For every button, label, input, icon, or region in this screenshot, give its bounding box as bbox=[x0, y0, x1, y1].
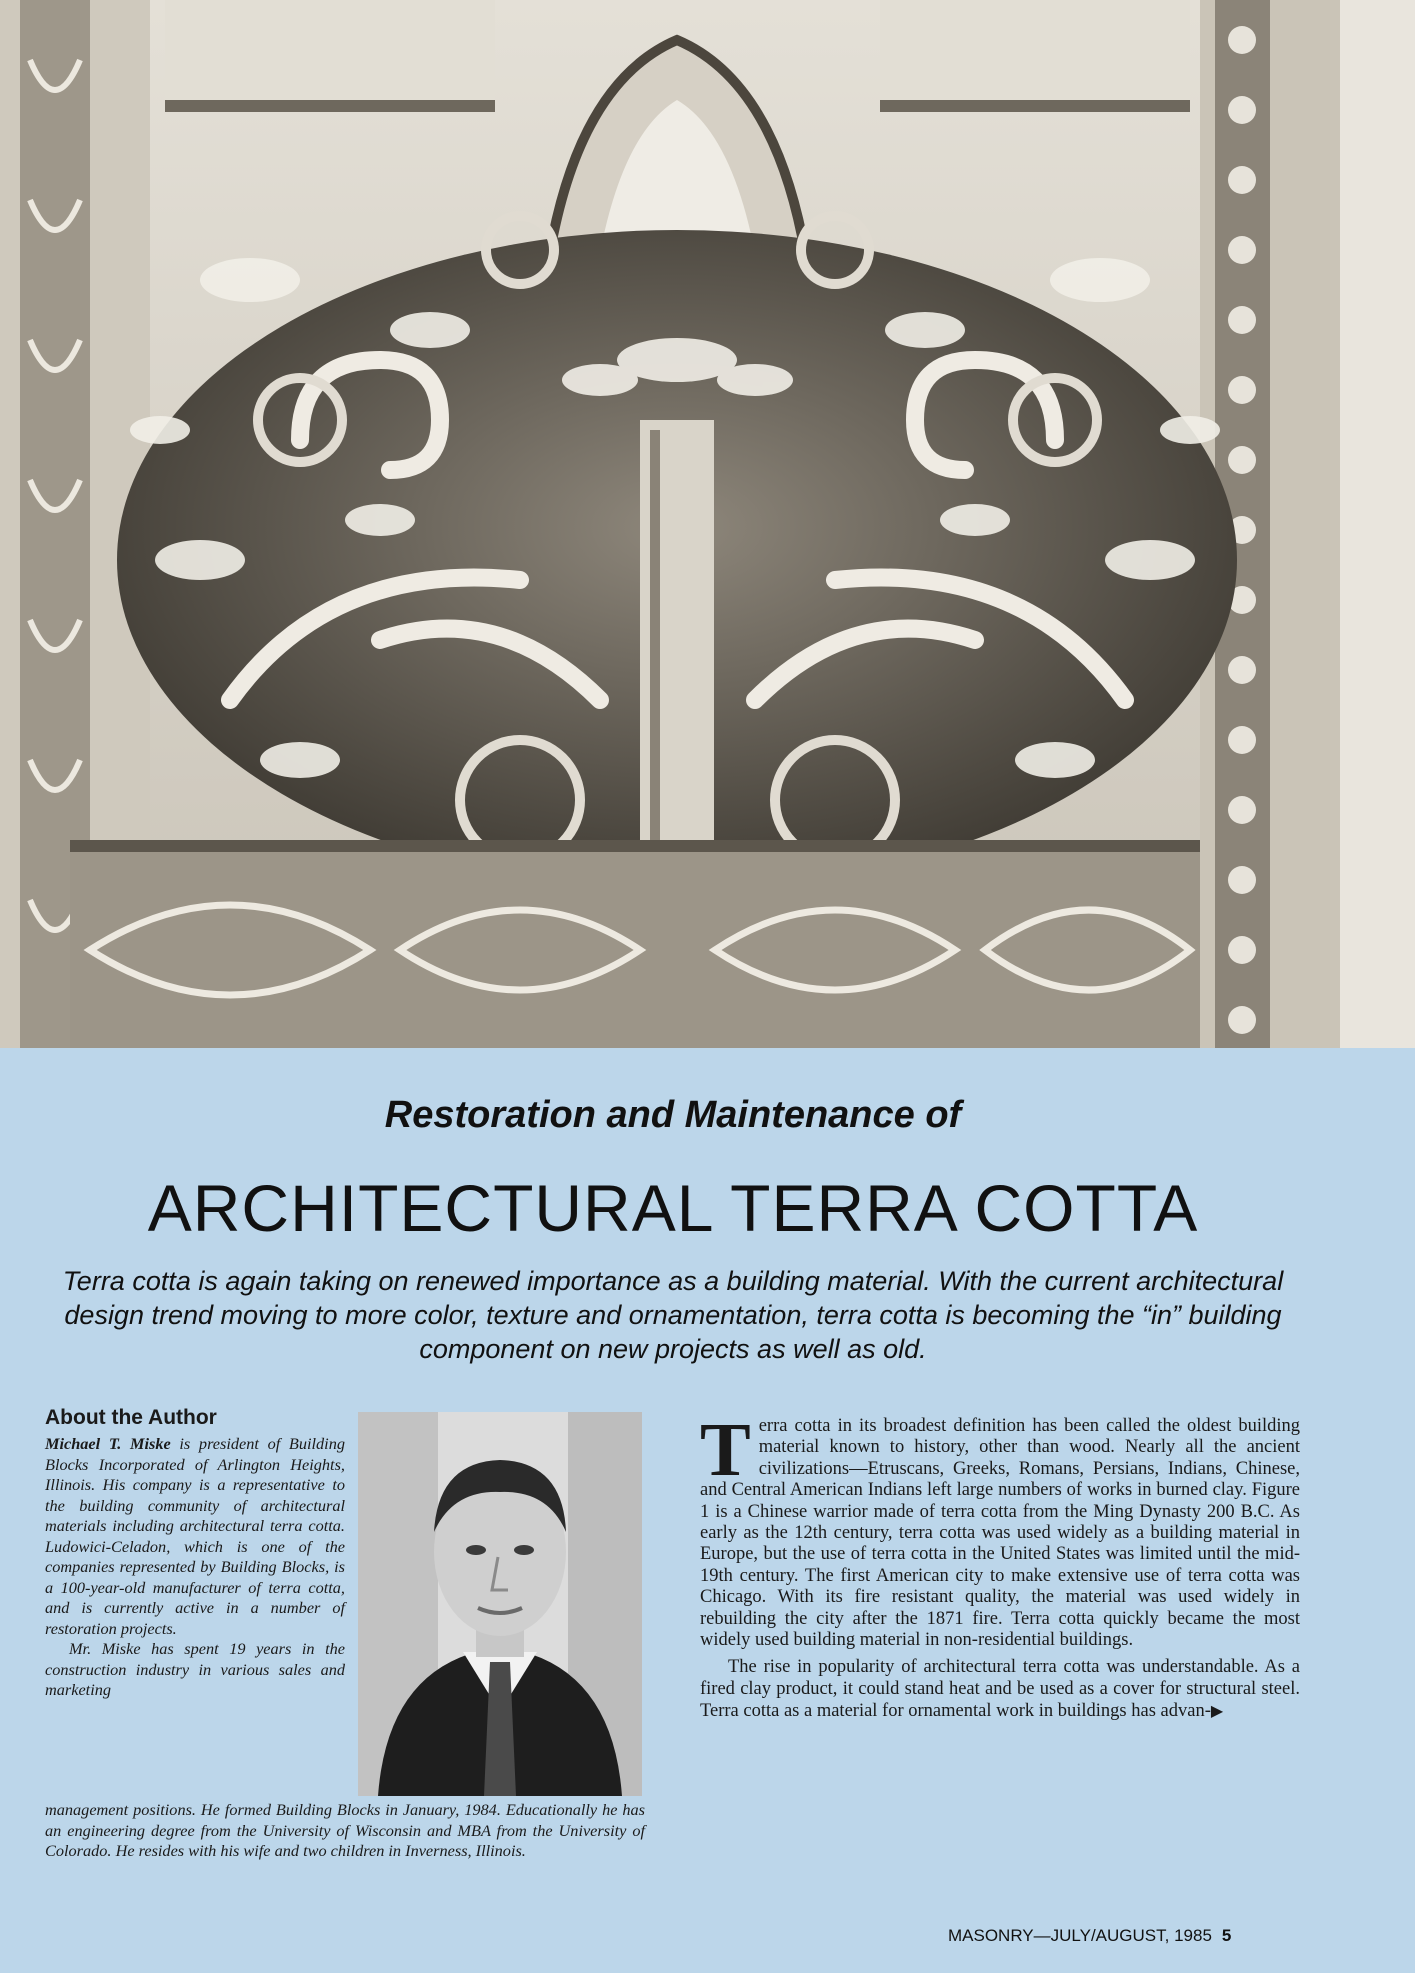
page-number: 5 bbox=[1221, 1926, 1232, 1945]
stone-wall-edge bbox=[1340, 0, 1415, 1055]
author-bio-text-3: management positions. He formed Building Blocks in January, 1984. Educationally he has an engineering degree from the University of Wisconsin and MBA from the University of Colorado. He resides with his wife and two children in Inverness, Illinois. bbox=[45, 1800, 645, 1860]
article-kicker: Restoration and Maintenance of bbox=[384, 1094, 962, 1136]
author-heading: About the Author bbox=[45, 1406, 217, 1429]
author-bio-text-1: is president of Building Blocks Incorporated of Arlington Heights, Illinois. His company is a representative to the building community of architectural materials including architectural terra cotta. Ludowici-Celadon, which is one of the companies represented by Building Blocks, is a 100-year-old manufacturer of terra cotta, and is currently active in a number of restoration projects. bbox=[45, 1434, 345, 1638]
body-paragraph-2 bbox=[700, 1657, 1300, 1722]
author-name: Michael T. Miske bbox=[45, 1434, 171, 1453]
page-footer bbox=[948, 1926, 1231, 1946]
body-paragraph-1 bbox=[700, 1408, 1300, 1651]
drop-cap: T bbox=[700, 1408, 751, 1492]
body-paragraph-2-text: The rise in popularity of architectural terra cotta was understandable. As a fired clay product, it could stand heat and be used as a cover for structural steel. Terra cotta as a material for ornamental work in buildings has advan- bbox=[700, 1657, 1300, 1722]
article-dek: Terra cotta is again taking on renewed importance as a building material. With the current architectural design trend moving to more color, texture and ornamentation, terra cotta is becoming the “in” building component on new projects as well as old. bbox=[62, 1266, 1284, 1364]
continue-arrow-icon: ▶ bbox=[1210, 1701, 1224, 1721]
article-body bbox=[700, 1408, 1300, 1723]
author-bio bbox=[45, 1434, 345, 1701]
body-paragraph-1-text: erra cotta in its broadest definition has been called the oldest building material known to history, other than wood. Nearly all the ancient civilizations—Etruscans, Greeks, Romans, Persians, Indians, Chinese, and Central American Indians left large numbers of works in burned clay. Figure 1 is a Chinese warrior made of terra cotta from the Ming Dynasty 200 B.C. As early as the 12th century, terra cotta was used widely as a building material in Europe, but the use of terra cotta in the United States was limited until the mid-19th century. The first American city to make extensive use of terra cotta was Chicago. With its fire resistant quality, the material was used widely in rebuilding the city after the 1871 fire. Terra cotta quickly became the most widely used building material in non-residential buildings. bbox=[700, 1416, 1300, 1651]
author-bio-text-2: Mr. Miske has spent 19 years in the construction industry in various sales and marketing bbox=[45, 1639, 345, 1699]
publication-line: MASONRY—JULY/AUGUST, 1985 bbox=[948, 1926, 1212, 1945]
article-headline: ARCHITECTURAL TERRA COTTA bbox=[147, 1171, 1199, 1245]
author-portrait bbox=[358, 1412, 642, 1796]
